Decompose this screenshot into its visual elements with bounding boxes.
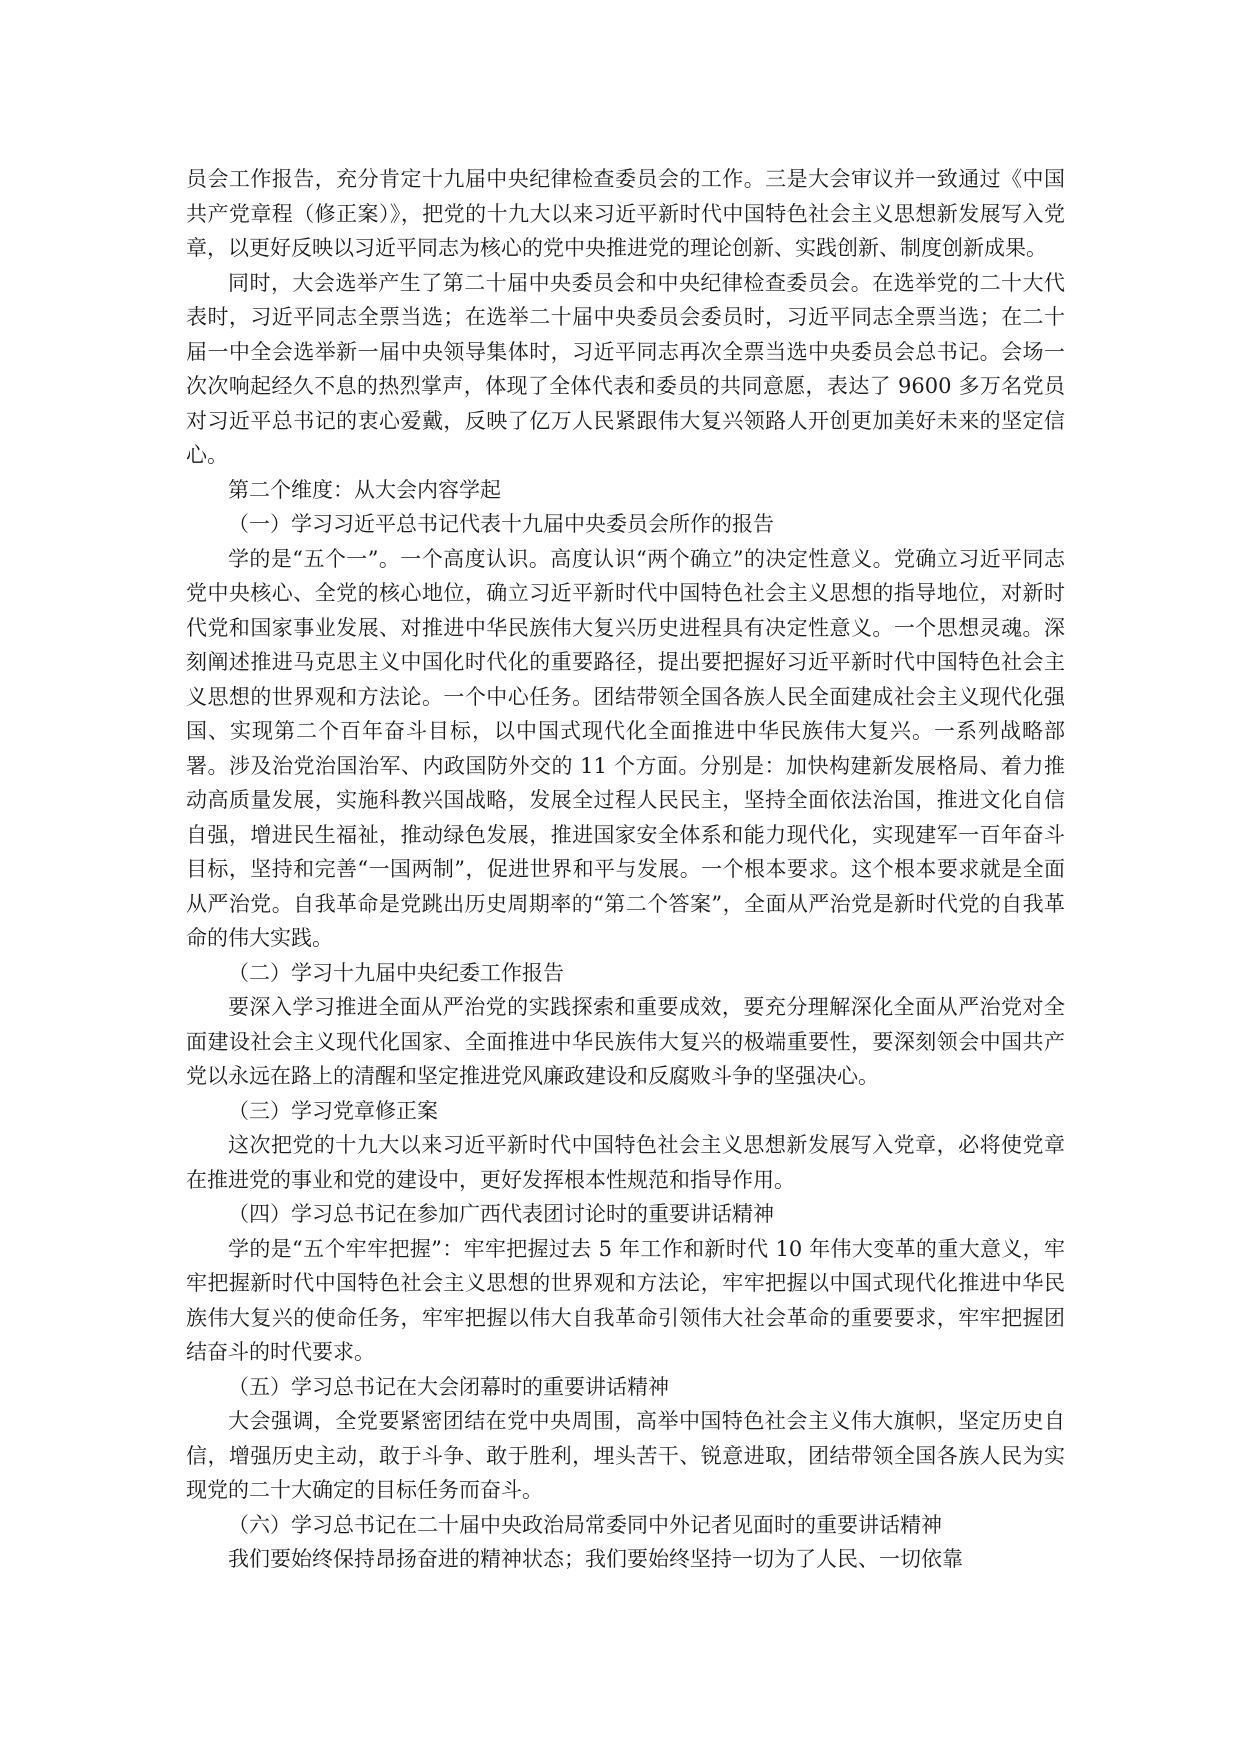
paragraph-2: 同时，大会选举产生了第二十届中央委员会和中央纪律检查委员会。在选举党的二十大代表时，习近平同志全票当选；在选举二十届中央委员会委员时，习近平同志全票当选；在二十届一中全会选举新一届中央领导集体时，习近平同志再次全票当选中央委员会总书记。会场一次次响起经久不息的热烈掌声，体现了全体代表和委员的共同意愿，表达了 9600 多万名党员对习近平总书记的衷心爱戴，反映了亿万人民紧跟伟大复兴领路人开创更加美好未来的坚定信心。 (186, 270, 1065, 467)
subheading-6: （六）学习总书记在二十届中央政治局常委同中外记者见面时的重要讲话精神 (228, 1512, 942, 1537)
paragraph-6: 学的是“五个牢牢把握”：牢牢把握过去 5 年工作和新时代 10 年伟大变革的重大意义，牢牢把握新时代中国特色社会主义思想的世界观和方法论，牢牢把握以中国式现代化推进中华民族伟大复兴的使命任务，牢牢把握以伟大自我革命引领伟大社会革命的重要要求，牢牢把握团结奋斗的时代要求。 (186, 1236, 1065, 1364)
subheading-5: （五）学习总书记在大会闭幕时的重要讲话精神 (228, 1374, 669, 1399)
paragraph-8: 我们要始终保持昂扬奋进的精神状态；我们要始终坚持一切为了人民、一切依靠 (228, 1547, 963, 1571)
paragraph-1: 员会工作报告，充分肯定十九届中央纪律检查委员会的工作。三是大会审议并一致通过《中国共产党章程（修正案）》，把党的十九大以来习近平新时代中国特色社会主义思想新发展写入党章，以更好反映以习近平同志为核心的党中央推进党的理论创新、实践创新、制度创新成果。 (186, 167, 1065, 260)
subheading-1: （一）学习习近平总书记代表十九届中央委员会所作的报告 (228, 512, 774, 536)
subheading-2: （二）学习十九届中央纪委工作报告 (228, 960, 564, 985)
section-heading-dimension-2: 第二个维度：从大会内容学起 (228, 477, 501, 502)
paragraph-5: 这次把党的十九大以来习近平新时代中国特色社会主义思想新发展写入党章，必将使党章在推进党的事业和党的建设中，更好发挥根本性规范和指导作用。 (186, 1133, 1065, 1192)
paragraph-4: 要深入学习推进全面从严治党的实践探索和重要成效，要充分理解深化全面从严治党对全面建设社会主义现代化国家、全面推进中华民族伟大复兴的极端重要性，要深刻领会中国共产党以永远在路上的清醒和坚定推进党风廉政建设和反腐败斗争的坚强决心。 (186, 995, 1065, 1088)
paragraph-3: 学的是“五个一”。一个高度认识。高度认识“两个确立”的决定性意义。党确立习近平同志党中央核心、全党的核心地位，确立习近平新时代中国特色社会主义思想的指导地位，对新时代党和国家事业发展、对推进中华民族伟大复兴历史进程具有决定性意义。一个思想灵魂。深刻阐述推进马克思主义中国化时代化的重要路径，提出要把握好习近平新时代中国特色社会主义思想的世界观和方法论。一个中心任务。团结带领全国各族人民全面建成社会主义现代化强国、实现第二个百年奋斗目标，以中国式现代化全面推进中华民族伟大复兴。一系列战略部署。涉及治党治国治军、内政国防外交的 11 个方面。分别是：加快构建新发展格局、着力推动高质量发展，实施科教兴国战略，发展全过程人民民主，坚持全面依法治国，推进文化自信自强，增进民生福祉，推动绿色发展，推进国家安全体系和能力现代化，实现建军一百年奋斗目标，坚持和完善“一国两制”，促进世界和平与发展。一个根本要求。这个根本要求就是全面从严治党。自我革命是党跳出历史周期率的“第二个答案”，全面从严治党是新时代党的自我革命的伟大实践。 (186, 546, 1065, 950)
subheading-4: （四）学习总书记在参加广西代表团讨论时的重要讲话精神 (228, 1202, 774, 1226)
subheading-3: （三）学习党章修正案 (228, 1098, 438, 1123)
paragraph-7: 大会强调，全党要紧密团结在党中央周围，高举中国特色社会主义伟大旗帜，坚定历史自信，增强历史主动，敢于斗争、敢于胜利，埋头苦干、锐意进取，团结带领全国各族人民为实现党的二十大确定的目标任务而奋斗。 (186, 1409, 1065, 1502)
